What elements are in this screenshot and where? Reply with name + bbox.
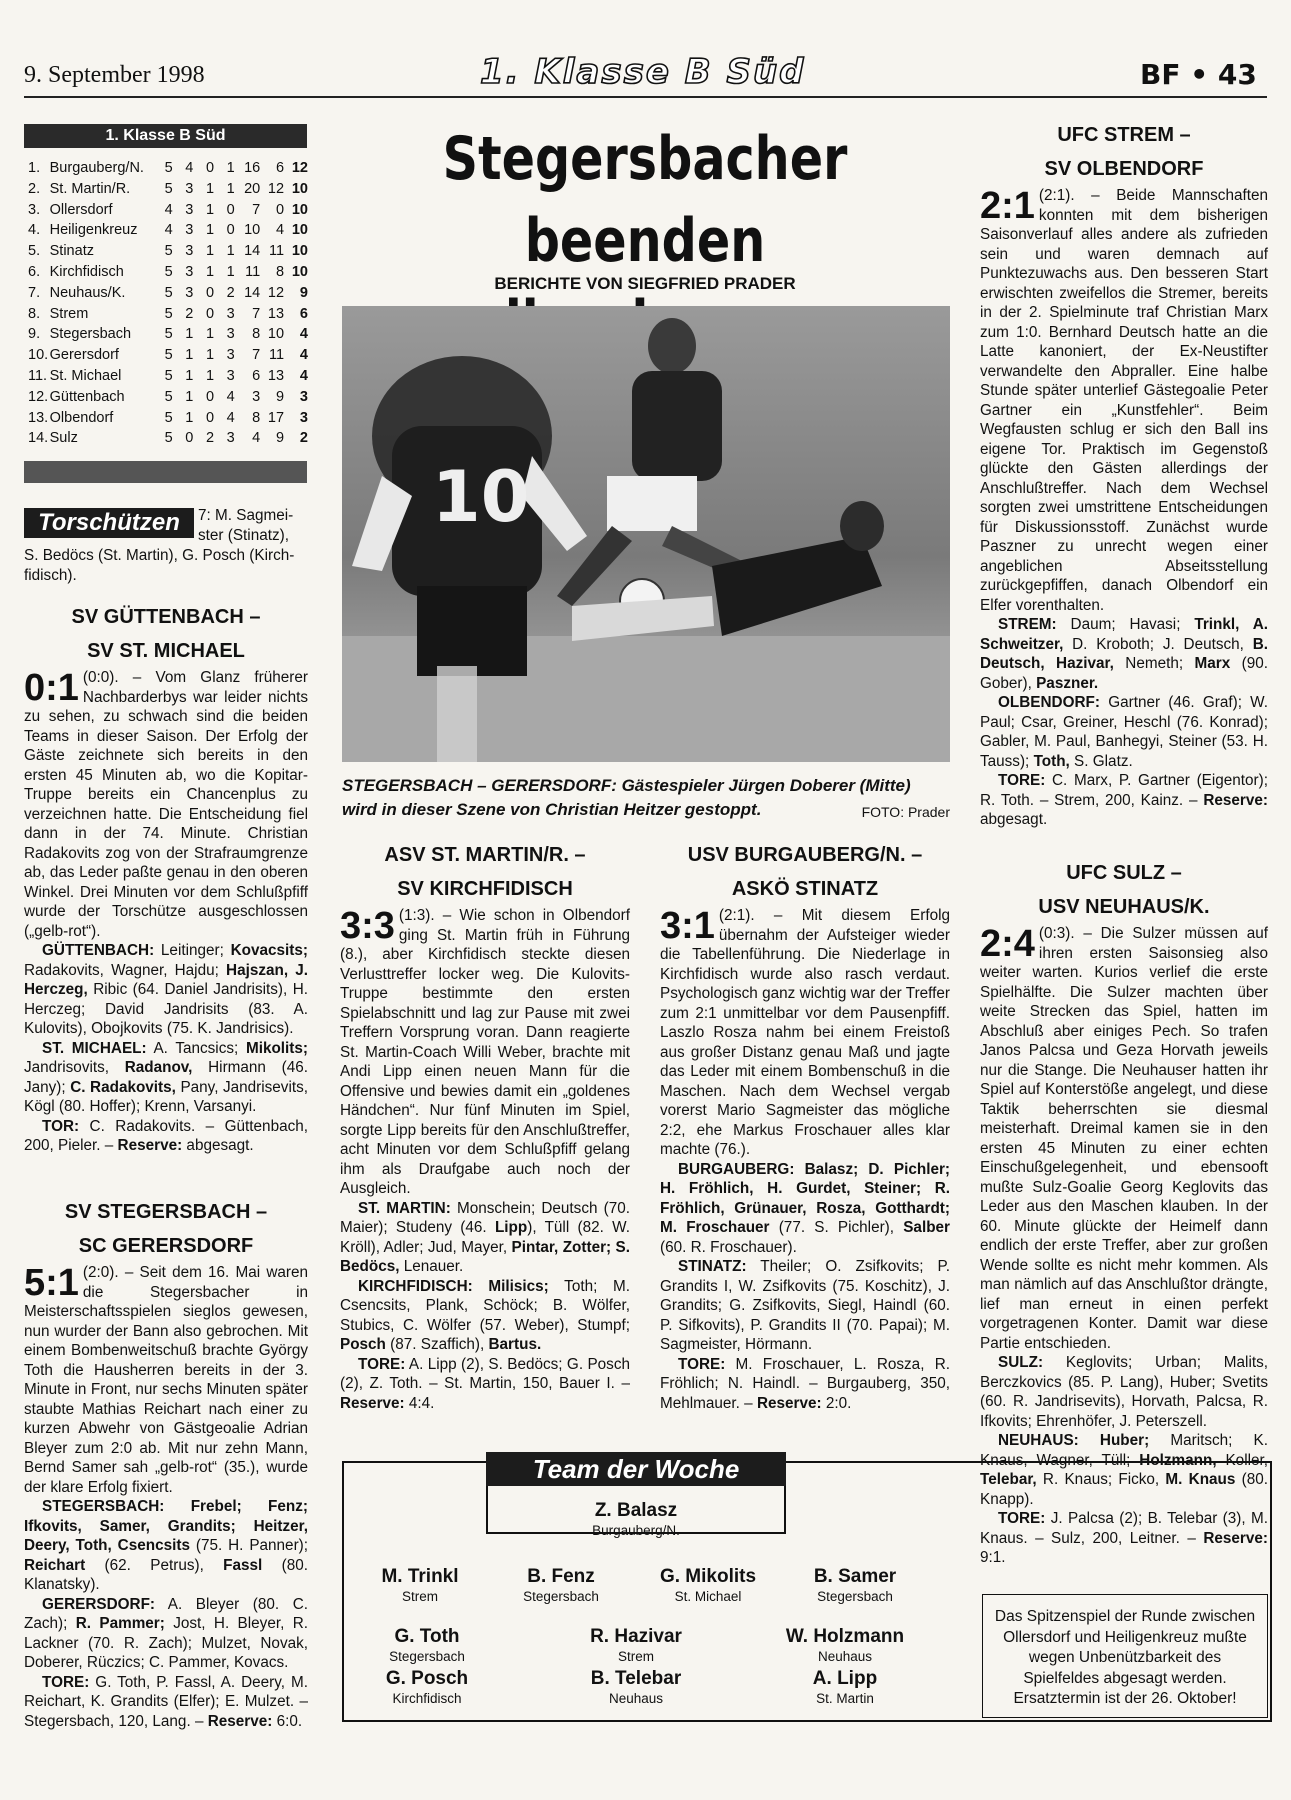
match-report-stegersbach: SV STEGERSBACH – SC GERERSDORF 5:1 (2:0). – Seit dem 16. Mai waren die Stegersbacher in Meisterschaftsspielen sieglos gewesen, nun wurder der Bann also gebrochen. Mit einem Bombenweitschuß brachte György Toth die Hausherren bereits in der 3. Minute in Front, nur sechs Minuten später staubte Mathias Reichart nach einer zu kurzen Abwehr von Gästgeoalie Adrian Bleyer zum 2:0 ab. Mit nur zehn Mann, Bernd Samer sah „gelb-rot“ (35.), wurde der klare Erfolg fixiert. STEGERSBACH: Frebel; Fenz; Ifkovits, Samer, Grandits; Heitzer, Deery, Toth, Csencsits (75. H. Panner); Reichart (62. Petrus), Fassl (80. Klanatsky). GERERSDORF: A. Bleyer (80. C. Zach); R. Pammer; Jost, H. Bleyer, R. Lackner (70. R. Zach); Mulzet, Novak, Doberer, Rüczics; C. Pammer, Kovacs. TORE: G. Toth, P. Fassl, A. Deery, M. Reichart, K. Grandits (Elfer); E. Mulzet. – Stegersbach, 120, Lang. – Reserve: 6:0. [24,1195,308,1731]
team-player: G. Posch Kirchfidisch [385,1668,469,1706]
standings-row: 9. Stegersbach 5 1 1 3 8 10 4 [28,326,308,343]
photo-caption: STEGERSBACH – GERERSDORF: Gästespieler Jürgen Doberer (Mitte) wird in dieser Szene von Christian Heitzer gestoppt. FOTO: Prader [342,774,950,824]
goal-frame-line [784,1486,786,1534]
match-score: 3:1 [660,905,715,947]
match-heading: SC GERERSDORF [78,1235,254,1257]
match-score: 2:1 [980,185,1035,227]
match-report-burgauberg: USV BURGAUBERG/N. – ASKÖ STINATZ 3:1 (2:1). – Mit diesem Erfolg übernahm der Aufsteiger wieder die Tabellenführung. Die Niederlage in Kirchfidisch wurde also rasch verdaut. Psychologisch ganz wichtig war der Treffer zum 2:1 unmittelbar vor dem Pausenpfiff. Laszlo Rosza nahm bei einem Freistoß aus großer Distanz genau Maß und jagte das Leder mit einem Bombenschuß in die Maschen. Nach dem Wechsel vergab vorerst Mario Sagmeister das mögliche 2:2, ehe Markus Froschauer alles klar machte (76.). BURGAUBERG: Balasz; D. Pichler; H. Fröhlich, H. Gurdet, Steiner; R. Fröhlich, Grünauer, Rosza, Gotthardt; M. Froschauer (77. S. Pichler), Salber (60. R. Froschauer). STINATZ: Theiler; O. Zsifkovits; P. Grandits I, W. Zsifkovits (75. Koschitz), J. Grandits; G. Zsifkovits, Siegl, Haindl (60. P. Sifkovits), P. Grandits II (70. Papai); M. Sagmeister, Hörmann. TORE: M. Froschauer, L. Rosza, R. Fröhlich; N. Haindl. – Burgauberg, 350, Mehlmauer. – Reserve: 2:0. [660,838,950,1413]
standings-row: 14. Sulz 5 0 2 3 4 9 2 [28,430,308,447]
team-player: R. Hazivar Strem [590,1626,682,1664]
match-heading: USV NEUHAUS/K. [1038,896,1210,918]
standings-table [28,158,308,449]
section-title: 1. Klasse B Süd [480,52,806,92]
team-player-goalkeeper: Z. Balasz Burgauberg/N. [592,1500,680,1538]
match-heading: SV GÜTTENBACH – [71,606,261,628]
notice-box: Das Spitzenspiel der Runde zwischen Ollersdorf und Heiligenkreuz mußte wegen Unbenützbarkeit des Spielfeldes abgesagt werden. Ersatztermin ist der 26. Oktober! [982,1594,1268,1718]
match-photo [342,306,950,762]
match-score: 3:3 [340,905,395,947]
main-headline: Stegersbacher beenden [442,124,848,276]
team-of-the-week-title: Team der Woche [486,1452,786,1486]
team-player: M. Trinkl Strem [381,1566,459,1604]
byline: BERICHTE VON SIEGFRIED PRADER [494,274,796,293]
team-player: W. Holzmann Neuhaus [785,1626,905,1664]
match-heading: ASV ST. MARTIN/R. – [384,844,586,866]
standings-row: 5. Stinatz 5 3 1 1 14 11 10 [28,243,308,260]
match-report-strem: UFC STREM – SV OLBENDORF 2:1 (2:1). – Beide Mannschaften konnten mit dem bisherigen Saisonverlauf alles andere als zufrieden sein und waren demnach auf Punktezuwachs aus. Den besseren Start erwischten zweifellos die Stremer, bereits in der 2. Spielminute traf Christian Marx zum 1:0. Bernhard Deutsch hatte an die Latte kanoniert, der Ex-Neustifter verwandelte den Abpraller. Eine halbe Stunde später unterlief Gästegoalie Peter Gartner ein „Kunstfehler“. Beim Wegfausten schlug er sich den Ball ins eigene Tor. Praktisch im Gegenstoß glückte den Gästen allerdings der Anschlußtreffer. Nach dem Wechsel sorgten zwei umstrittene Entscheidungen für Diskussionsstoff. Zunächst wurde Paszner zu unrecht wegen einer angeblichen Abseitsstellung zurückgepfiffen, danach Olbendorf ein Elfer vorenthalten. STREM: Daum; Havasi; Trinkl, A. Schweitzer, D. Kroboth; J. Deutsch, B. Deutsch, Hazivar, Nemeth; Marx (90. Gober), Paszner. OLBENDORF: Gartner (46. Graf); W. Paul; Csar, Greiner, Heschl (76. Konrad); Gabler, M. Paul, Banhegyi, Steiner (53. H. Tauss); Toth, S. Glatz. TORE: C. Marx, P. Gartner (Eigentor); R. Toth. – Strem, 200, Kainz. – Reserve: abgesagt. [980,118,1268,830]
standings-footer-bar [24,461,307,483]
standings-row: 8. Strem 5 2 0 3 7 13 6 [28,305,308,322]
team-player: B. Telebar Neuhaus [590,1668,682,1706]
match-report-sulz: UFC SULZ – USV NEUHAUS/K. 2:4 (0:3). – Die Sulzer müssen auf ihren ersten Saisonsieg also weiter warten. Kurios verlief die erste Spielhälfte. Die Sulzer machten über weite Strecken das Spiel, hatten im Abschluß aber einiges Pech. So trafen Janos Palcsa und Geza Horvath jeweils nur die Stange. Die Neuhauser hatten ihr Spiel auf Konterstöße angelegt, und diese Taktik beherrschten sie diesmal meisterhaft. Dreimal kamen sie in den ersten 45 Minuten zu einer echten Einschußgelegenheit, und ebensooft mußte Sulz-Goalie Georg Keglovits das Leder aus den Maschen klauben. In der 60. Minute glückte der Heimelf dann endlich der erste Treffer, aber zur großen Wende sollte es nicht mehr kommen. Als man nämlich auf das Anschlußtor drängte, lief man erneut in einen perfekt vorgetragenen Konter. Damit war diese Partie entschieden. SULZ: Keglovits; Urban; Malits, Berczkovics (85. P. Lang), Huber; Svetits (60. R. Jandrisevits), Horvath, Palcsa, R. Ifkovits; Ehrenhöfer, J. Peterszell. NEUHAUS: Huber; Maritsch; K. Knaus, Wagner, Tüll; Holzmann, Koller, Telebar, R. Knaus; Ficko, M. Knaus (80. Knapp). TORE: J. Palcsa (2); B. Telebar (3), M. Knaus. – Sulz, 200, Leitner. – Reserve: 9:1. [980,856,1268,1568]
standings-row: 6. Kirchfidisch 5 3 1 1 11 8 10 [28,263,308,280]
page-number: BF • 43 [1140,58,1257,91]
scorers-text: 7: M. Sagmei- ster (Stinatz), [198,507,294,544]
header-rule [24,96,1267,98]
team-player: G. Mikolits St. Michael [659,1566,757,1604]
goal-frame-line [486,1486,488,1534]
standings-row: 7. Neuhaus/K. 5 3 0 2 14 12 9 [28,284,308,301]
match-heading: SV STEGERSBACH – [64,1201,268,1223]
match-score: 2:4 [980,923,1035,965]
match-heading: SV KIRCHFIDISCH [397,878,573,900]
standings-row: 1. Burgauberg/N. 5 4 0 1 16 6 12 [28,160,308,176]
match-score: 0:1 [24,667,79,709]
match-report-guettenbach: SV GÜTTENBACH – SV ST. MICHAEL 0:1 (0:0). – Vom Glanz früherer Nachbarderbys war leider nichts zu sehen, zu schwach sind die beiden Teams in dieser Saison. Der Erfolg der Gäste zeichnete sich bereits in den ersten 45 Minuten ab, wo die Kopitar-Truppe bereits ein Chancenplus zu verzeichnen hatte. Die Entscheidung fiel dann in der 74. Minute. Christian Radakovits zog von der Strafraumgrenze ab, das Leder paßte genau in den oberen Winkel. Drei Minuten vor dem Schlußpfiff wurde der Torschütze ausgeschlossen („gelb-rot“). GÜTTENBACH: Leitinger; Kovacsits; Radakovits, Wagner, Hajdu; Hajszan, J. Herczeg, Ribic (64. Daniel Jandrisits), H. Herczeg; David Jandrisits (83. A. Kulovits), Obojkovits (75. K. Jandrisics). ST. MICHAEL: A. Tancsics; Mikolits; Jandrisovits, Radanov, Hirmann (46. Jany); C. Radakovits, Pany, Jandrisevits, Kögl (80. Hoffer); Krenn, Varsanyi. TOR: C. Radakovits. – Güttenbach, 200, Pieler. – Reserve: abgesagt. [24,600,308,1156]
standings-row: 2. St. Martin/R. 5 3 1 1 20 12 10 [28,180,308,197]
football-scene-illustration [342,306,950,762]
photo-credit: FOTO: Prader [861,804,950,820]
jersey-number: 10 [432,456,530,538]
standings-title: 1. Klasse B Süd [24,124,307,148]
standings-row: 10. Gerersdorf 5 1 1 3 7 11 4 [28,347,308,364]
match-report-st-martin: ASV ST. MARTIN/R. – SV KIRCHFIDISCH 3:3 (1:3). – Wie schon in Olbendorf ging St. Martin früh in Führung (8.), aber Kirchfidisch steckte diesen Verlusttreffer locker weg. Die Kulovits-Truppe bestimmte den ersten Spielabschnitt und lag zur Pause mit zwei Treffern Vorsprung voran. Dann reagierte St. Martin-Coach Willi Weber, brachte mit Andi Lipp einen neuen Mann für die Offensive und bewies damit ein „goldenes Händchen“. Nur fünf Minuten im Spiel, sorgte Lipp bereits für den Anschlußtreffer, acht Minuten vor dem Schlußpfiff gelang ihm als Draufgabe auch noch der Ausgleich. ST. MARTIN: Monschein; Deutsch (70. Maier); Studeny (46. Lipp), Tüll (82. W. Kröll), Adler; Jud, Mayer, Pintar, Zotter; S. Bedöcs, Lenauer. KIRCHFIDISCH: Milisics; Toth; M. Csencsits, Plank, Schöck; B. Wölfer, Stubics, C. Wölfer (57. Weber), Stumpf; Posch (87. Szaffich), Bartus. TORE: A. Lipp (2), S. Bedöcs; G. Posch (2), Z. Toth. – St. Martin, 150, Bauer I. – Reserve: 4:4. [340,838,630,1413]
team-player: A. Lipp St. Martin [812,1668,878,1706]
standings-row: 4. Heiligenkreuz 4 3 1 0 10 4 10 [28,222,308,239]
team-player: G. Toth Stegersbach [389,1626,465,1664]
standings-row: 12. Güttenbach 5 1 0 4 3 9 3 [28,388,308,405]
match-heading: UFC SULZ – [1066,862,1182,884]
match-heading: SV OLBENDORF [1044,158,1204,180]
match-heading: ASKÖ STINATZ [731,878,879,900]
match-heading: UFC STREM – [1057,124,1191,146]
scorers-text-cont: S. Bedöcs (St. Martin), G. Posch (Kirch- fidisch). [24,547,295,584]
team-player: B. Fenz Stegersbach [523,1566,599,1604]
match-heading: SV ST. MICHAEL [87,640,245,662]
standings-row: 3. Ollersdorf 4 3 1 0 7 0 10 [28,201,308,218]
match-score: 5:1 [24,1262,79,1304]
issue-date: 9. September 1998 [24,62,205,88]
team-player: B. Samer Stegersbach [813,1566,897,1604]
scorers-label: Torschützen [24,508,194,538]
standings-row: 13. Olbendorf 5 1 0 4 8 17 3 [28,409,308,426]
match-heading: USV BURGAUBERG/N. – [687,844,923,866]
standings-row: 11. St. Michael 5 1 1 3 6 13 4 [28,367,308,384]
